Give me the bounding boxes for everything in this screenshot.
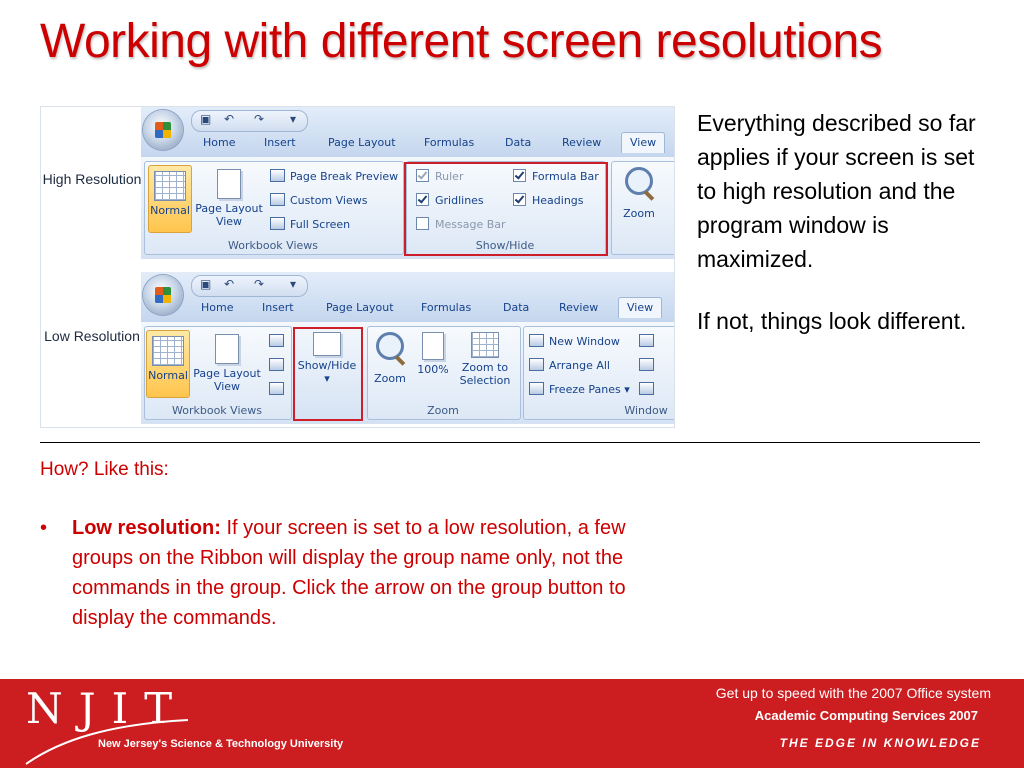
ribbon-high [141,107,674,259]
tab-insert[interactable]: Insert [262,301,294,314]
njit-subtitle: New Jersey's Science & Technology University [98,738,344,750]
zoom-to-selection-icon [471,332,499,358]
tab-view[interactable]: View [618,297,662,318]
unhide-window-icon[interactable] [639,382,654,395]
window-group-label: Window [624,404,668,417]
show-hide-group-button[interactable]: Show/Hide ▾ [295,332,359,385]
qat-dropdown-icon[interactable]: ▾ [290,112,297,126]
tab-insert[interactable]: Insert [264,136,296,149]
high-resolution-label: High Resolution [42,171,142,187]
tab-page-layout[interactable]: Page Layout [326,301,394,314]
formula-bar-checkbox[interactable]: Formula Bar [513,169,599,183]
page-break-preview-button[interactable]: Page Break Preview [270,169,398,183]
normal-view-button[interactable]: Normal [148,165,192,233]
headings-checkbox[interactable]: Headings [513,193,584,207]
footer-tagline: THE EDGE IN KNOWLEDGE [779,736,981,750]
tab-view[interactable]: View [621,132,665,153]
bullet-bold-lead: Low resolution: [72,517,221,539]
show-hide-highlight-high [404,162,608,256]
zoom-magnifier-icon [376,332,404,360]
office-logo-icon [155,122,171,138]
low-resolution-label: Low Resolution [44,328,140,344]
save-icon[interactable]: ▣ [200,112,212,126]
custom-views-button[interactable]: Custom Views [270,193,367,207]
arrange-all-icon [529,358,544,371]
normal-view-button[interactable]: Normal [146,330,190,398]
office-logo-icon [155,287,171,303]
page-break-icon[interactable] [269,334,284,347]
zoom-magnifier-icon [625,167,653,195]
undo-icon[interactable]: ↶ [224,277,235,291]
redo-icon[interactable]: ↷ [254,112,265,126]
tab-formulas[interactable]: Formulas [421,301,472,314]
zoom-100-icon [422,332,444,360]
page-layout-icon [215,334,239,364]
zoom-button-high[interactable]: Zoom [619,167,659,220]
divider-line [40,442,980,443]
ruler-checkbox[interactable]: Ruler [416,169,463,183]
bullet-marker: • [40,517,48,539]
workbook-views-label: Workbook Views [172,404,262,417]
redo-icon[interactable]: ↷ [254,277,265,291]
split-icon[interactable] [639,334,654,347]
tab-review[interactable]: Review [562,136,602,149]
page-layout-view-button[interactable]: Page Layout View [193,334,261,393]
full-screen-icon[interactable] [269,382,284,395]
njit-logo: NJIT [26,684,189,733]
tab-data[interactable]: Data [503,301,530,314]
ribbon-screenshot [40,106,675,428]
explanation-text [697,106,997,366]
arrange-all-button[interactable]: Arrange All [529,358,610,372]
zoom-button-low[interactable]: Zoom [371,332,409,385]
tab-formulas[interactable]: Formulas [424,136,475,149]
tab-review[interactable]: Review [559,301,599,314]
footer-line-1: Get up to speed with the 2007 Office system [715,685,991,701]
office-button[interactable] [143,275,183,315]
footer-line-2: Academic Computing Services 2007 [754,708,978,723]
custom-views-icon[interactable] [269,358,284,371]
hide-window-icon[interactable] [639,358,654,371]
tab-home[interactable]: Home [201,301,234,314]
freeze-panes-button[interactable]: Freeze Panes ▾ [529,382,630,396]
quick-access-toolbar [191,110,308,132]
tab-home[interactable]: Home [203,136,236,149]
show-hide-highlight-low [293,327,363,421]
workbook-views-label: Workbook Views [228,239,318,252]
tab-page-layout[interactable]: Page Layout [328,136,396,149]
how-heading: How? Like this: [40,459,169,480]
freeze-panes-icon [529,382,544,395]
explanation-paragraph-2: If not, things look different. [697,308,967,334]
zoom-to-selection-button[interactable]: Zoom to Selection [455,332,515,387]
page-layout-icon [217,169,241,199]
normal-view-icon [152,336,184,366]
page-break-icon [270,169,285,182]
ribbon-low [141,272,674,424]
zoom-group-label: Zoom [427,404,459,417]
explanation-paragraph-1: Everything described so far applies if your screen is set to high resolution and the program window is maximized. [697,110,976,272]
message-bar-checkbox[interactable]: Message Bar [416,217,506,231]
page-layout-view-button[interactable]: Page Layout View [194,169,264,228]
qat-dropdown-icon[interactable]: ▾ [290,277,297,291]
show-hide-dropdown-icon: ▾ [324,372,330,385]
save-icon[interactable]: ▣ [200,277,212,291]
full-screen-button[interactable]: Full Screen [270,217,350,231]
quick-access-toolbar [191,275,308,297]
bullet-low-resolution [40,513,690,633]
custom-views-icon [270,193,285,206]
tab-data[interactable]: Data [505,136,532,149]
office-button[interactable] [143,110,183,150]
new-window-icon [529,334,544,347]
zoom-100-button[interactable]: 100% [415,332,451,376]
bullet-body: If your screen is set to a low resolution, a few groups on the Ribbon will display the group name only, not the commands in the group. Click the arrow on the group button to display the commands. [72,517,626,629]
slide-title: Working with different screen resolutions [40,15,883,68]
undo-icon[interactable]: ↶ [224,112,235,126]
normal-view-icon [154,171,186,201]
show-hide-label: Show/Hide [475,239,535,252]
full-screen-icon [270,217,285,230]
new-window-button[interactable]: New Window [529,334,620,348]
gridlines-checkbox[interactable]: Gridlines [416,193,484,207]
